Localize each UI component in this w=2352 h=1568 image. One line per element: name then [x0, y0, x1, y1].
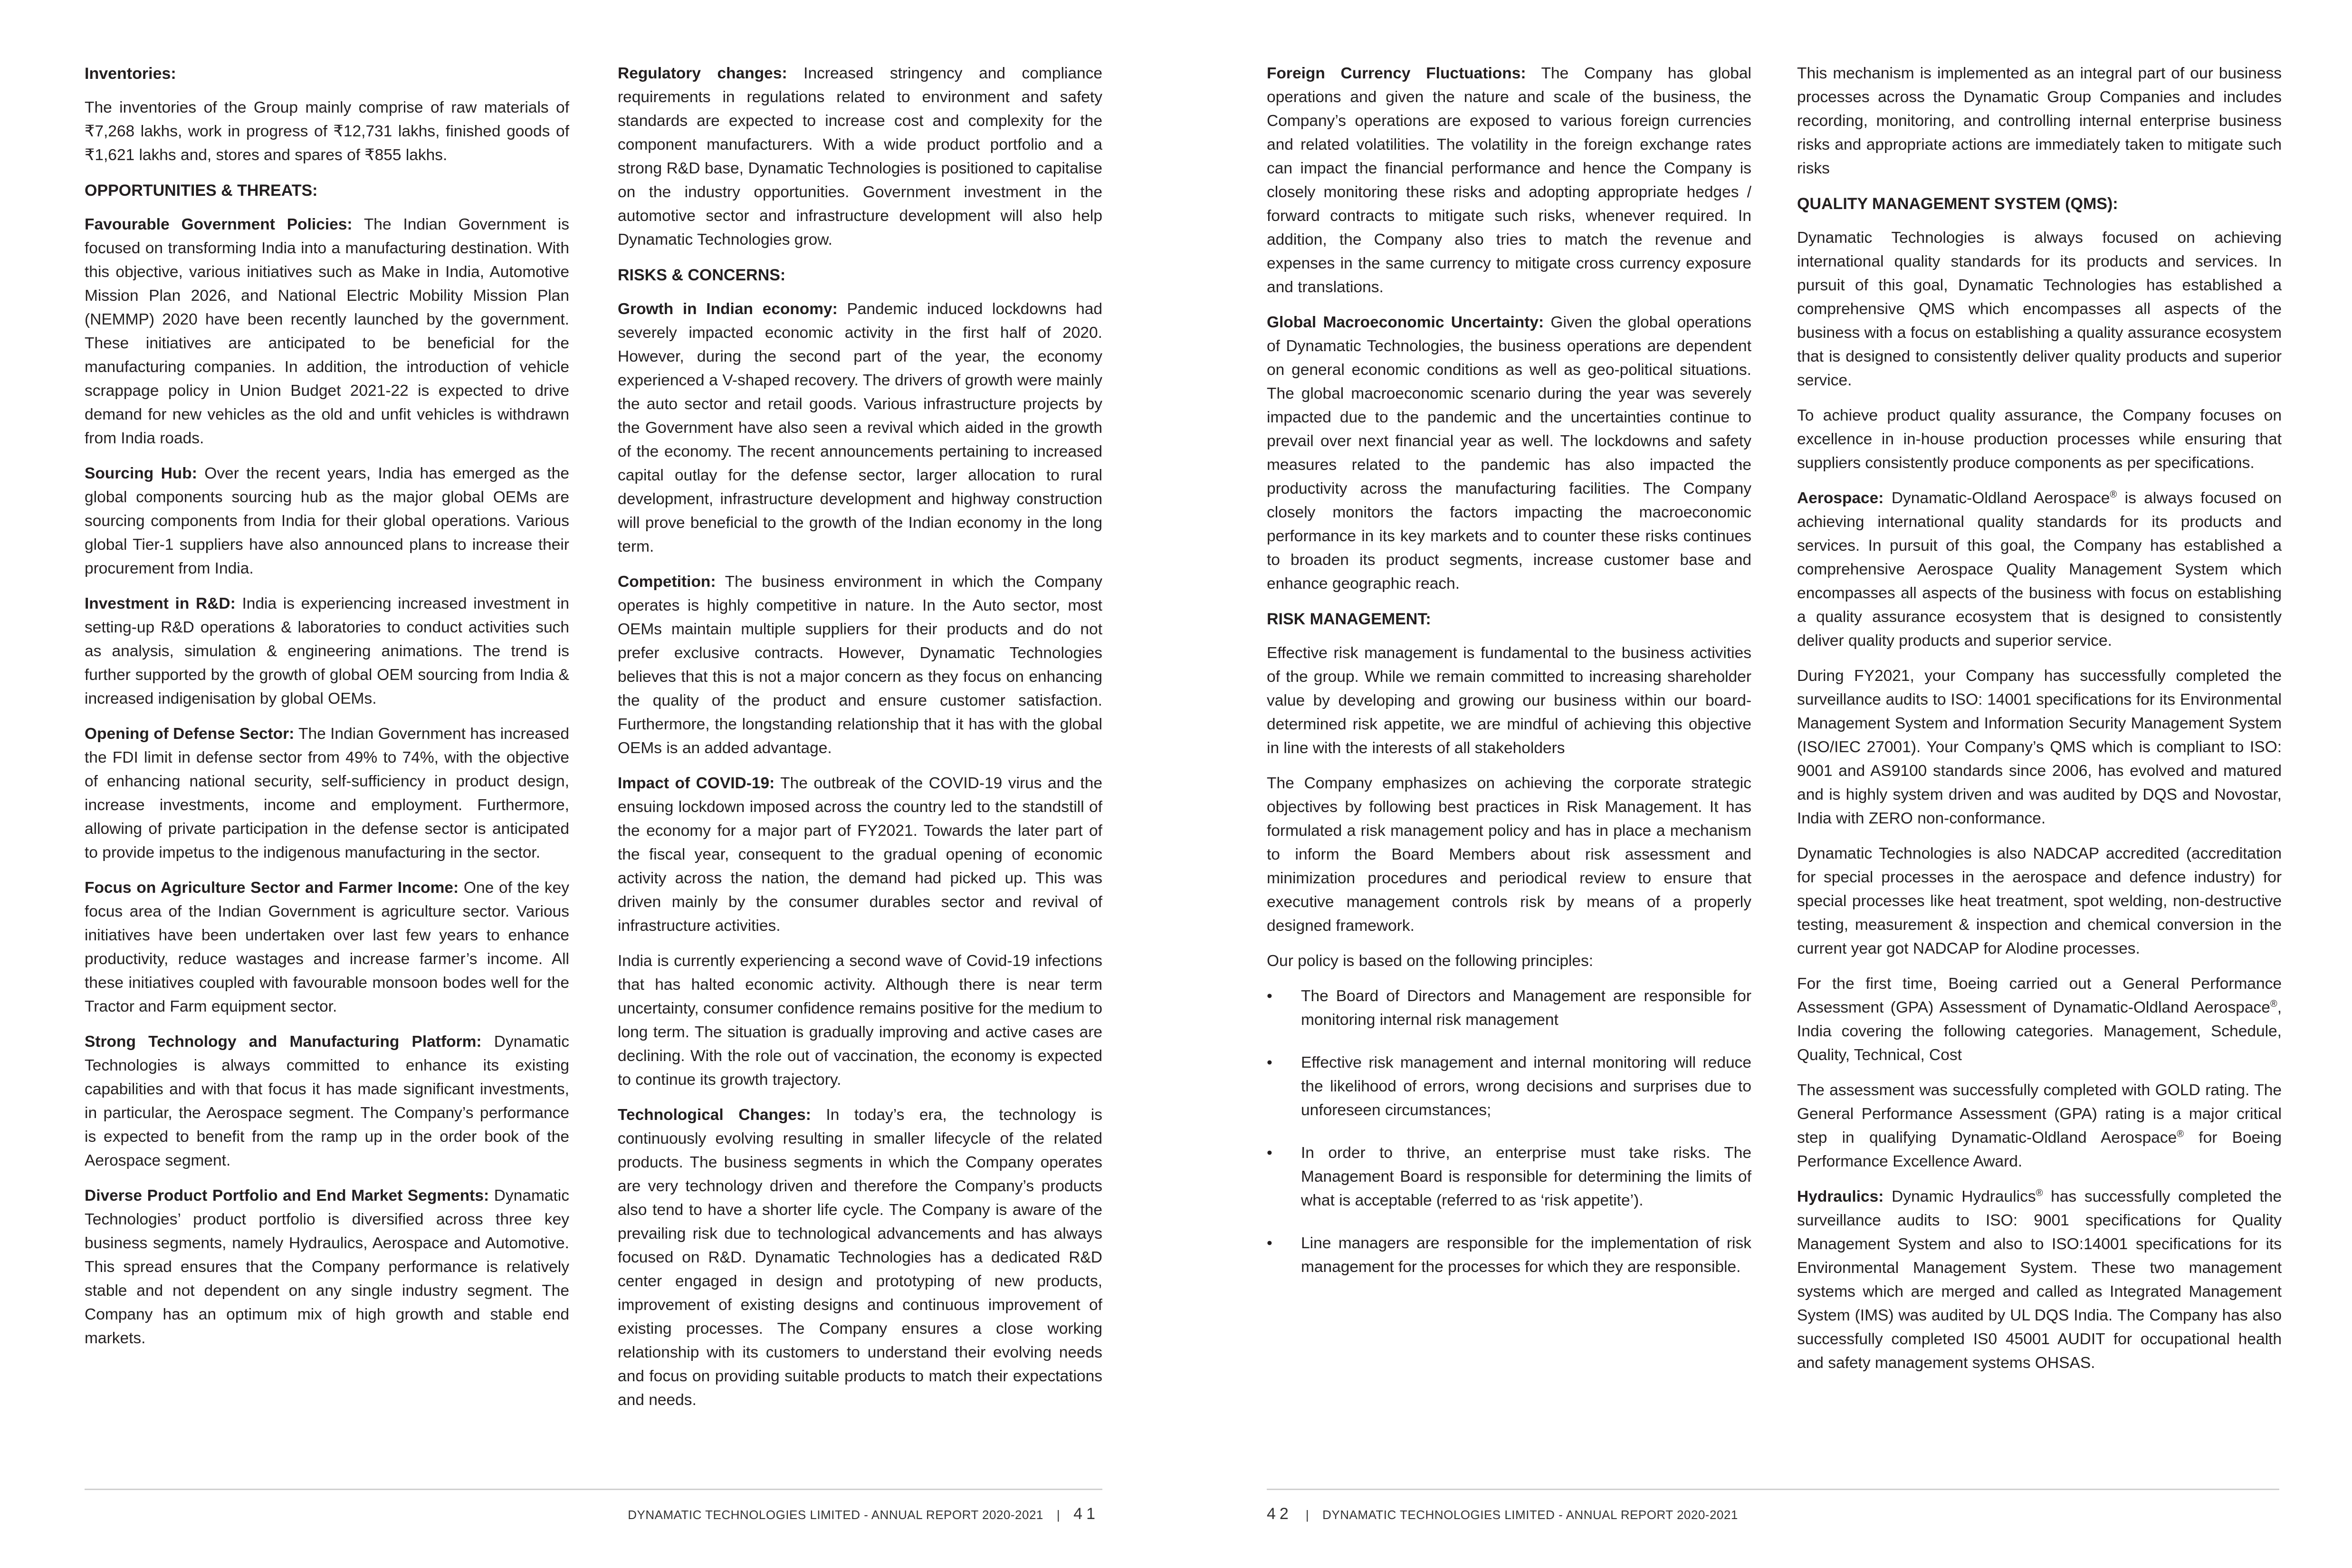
sourcing-hub-paragraph: Sourcing Hub: Over the recent years, India has emerged as the global components sourcing hub as the major global OEMs are sourcing components from India for their global operations. Various global Tier-1 suppliers have also announced plans to increase their procurement from India.: [85, 465, 569, 577]
mechanism-paragraph: This mechanism is implemented as an integral part of our business processes across the Dynamatic Group Companies and includes recording, monitoring, and controlling internal enterprise business risks and appropriate actions are immediately taken to mitigate such risks: [1797, 65, 2282, 177]
footer-divider-left: [85, 1489, 1102, 1490]
list-item: • In order to thrive, an enterprise must take risks. The Management Board is responsible for determining the limits of what is acceptable (referred to as ‘risk appetite’).: [1267, 1141, 1751, 1213]
left-page-column-2: [618, 62, 1102, 1424]
footer-right: [1267, 1504, 1738, 1524]
risk-management-heading: RISK MANAGEMENT:: [1267, 610, 1431, 628]
footer-divider-right: [1267, 1489, 2279, 1490]
page-number: 42: [1267, 1505, 1292, 1523]
list-item: • The Board of Directors and Management are responsible for monitoring internal risk management: [1267, 985, 1751, 1032]
nadcap-paragraph: Dynamatic Technologies is also NADCAP accredited (accreditation for special processes in the aerospace and defence industry) for special processes like heat treatment, spot welding, non-destructive testing, measurement & inspection and chemical conversion in the current year got NADCAP for Alodine processes.: [1797, 845, 2282, 957]
right-page-column-1: [1267, 62, 1751, 1298]
list-item: • Effective risk management and internal monitoring will reduce the likelihood of errors, wrong decisions and surprises due to unforeseen circumstances;: [1267, 1051, 1751, 1122]
government-policies-paragraph: Favourable Government Policies: The Indian Government is focused on transforming India into a manufacturing destination. With this objective, various initiatives such as Make in India, Automotive Mission Plan 2026, and National Electric Mobility Mission Plan (NEMMP) 2020 have been recently launched by the government. These initiatives are anticipated to be beneficial for the manufacturing companies. In addition, the introduction of vehicle scrappage policy in Union Budget 2021-22 is expected to drive demand for new vehicles as the old and unfit vehicles is withdrawn from India roads.: [85, 216, 569, 447]
risk-management-paragraph-1: Effective risk management is fundamental to the business activities of the group. While we remain committed to increasing shareholder value by developing and growing our business within our board-determined risk appetite, we are mindful of achieving this objective in line with the interests of all stakeholders: [1267, 644, 1751, 757]
inventories-paragraph: The inventories of the Group mainly comprise of raw materials of ₹7,268 lakhs, work in progress of ₹12,731 lakhs, finished goods of ₹1,621 lakhs and, stores and spares of ₹855 lakhs.: [85, 99, 569, 164]
product-portfolio-paragraph: Diverse Product Portfolio and End Market Segments: Dynamatic Technologies’ product portfolio is diversified across three key business segments, namely Hydraulics, Aerospace and Automotive. This spread ensures that the Company performance is relatively stable and not dependent on any single industry segment. The Company has an optimum mix of high growth and stable end markets.: [85, 1187, 569, 1347]
technology-platform-paragraph: Strong Technology and Manufacturing Platform: Dynamatic Technologies is always committed to enhance its existing capabilities and with that focus it has made significant investments, in particular, the Aerospace segment. The Company’s performance is expected to benefit from the ramp up in the order book of the Aerospace segment.: [85, 1033, 569, 1169]
technological-changes-paragraph: Technological Changes: In today’s era, the technology is continuously evolving resulting in smaller lifecycle of the related products. The business segments in which the Company operates are very technology driven and therefore the Company’s products also tend to have a shorter life cycle. The Company is aware of the prevailing risk due to technological advancements and has always focused on R&D. Dynamatic Technologies has a dedicated R&D center engaged in design and prototyping of new products, improvement of existing designs and continuous improvement of existing processes. The Company ensures a close working relationship with its customers to understand their evolving needs and focus on providing suitable products to match their expectations and needs.: [618, 1106, 1102, 1409]
defense-sector-paragraph: Opening of Defense Sector: The Indian Government has increased the FDI limit in defense sector from 49% to 74%, with the objective of enhancing national security, self-sufficiency in product design, increase investments, income and employment. Furthermore, allowing of private participation in the defense sector is anticipated to provide impetus to the indigenous manufacturing in the sector.: [85, 725, 569, 861]
footer-left: [628, 1504, 1099, 1524]
qms-paragraph-2: To achieve product quality assurance, the Company focuses on excellence in in-house production processes while ensuring that suppliers consistently produce components as per specifications.: [1797, 407, 2282, 472]
boeing-assessment-paragraph: For the first time, Boeing carried out a General Performance Assessment (GPA) Assessment of Dynamatic-Oldland Aerospace®, India covering the following categories. Management, Schedule, Quality, Technical, Cost: [1797, 975, 2282, 1064]
left-page-column-1: [85, 62, 569, 1362]
footer-separator: |: [1056, 1508, 1061, 1522]
foreign-currency-paragraph: Foreign Currency Fluctuations: The Company has global operations and given the nature and scale of the business, the Company’s operations are exposed to various foreign currencies and related volatilities. The volatility in the foreign exchange rates can impact the financial performance and hence the Company is closely monitoring these risks and adopting appropriate hedges / forward contracts to mitigate such risks, whenever required. In addition, the Company also tries to match the revenue and expenses in the same currency to mitigate cross currency exposure and translations.: [1267, 65, 1751, 296]
policy-intro: Our policy is based on the following principles:: [1267, 952, 1594, 970]
risk-management-paragraph-2: The Company emphasizes on achieving the corporate strategic objectives by following best practices in Risk Management. It has formulated a risk management policy and has in place a mechanism to inform the Board Members about risk assessment and minimization procedures and periodical review to ensure that executive management controls risk by means of a properly designed framework.: [1267, 774, 1751, 935]
regulatory-changes-paragraph: Regulatory changes: Increased stringency and compliance requirements in regulations related to environment and safety standards are expected to increase cost and complexity for the component manufacturers. With a wide product portfolio and a strong R&D base, Dynamatic Technologies is positioned to capitalise on the industry opportunities. Government investment in the automotive sector and infrastructure development will also help Dynamatic Technologies grow.: [618, 65, 1102, 249]
qms-paragraph-1: Dynamatic Technologies is always focused on achieving international quality standards for its products and services. In pursuit of this goal, Dynamatic Technologies has established a comprehensive QMS which encompasses all aspects of the business with a focus on establishing a quality assurance ecosystem that is designed to consistently deliver quality products and superior service.: [1797, 229, 2282, 389]
second-wave-paragraph: India is currently experiencing a second wave of Covid-19 infections that has halted economic activity. Although there is near term uncertainty, consumer confidence remains positive for the medium to long term. The situation is gradually improving and active cases are declining. With the role out of vaccination, the economy is expected to continue its growth trajectory.: [618, 952, 1102, 1089]
footer-report-title: DYNAMATIC TECHNOLOGIES LIMITED - ANNUAL REPORT 2020-2021: [1322, 1508, 1738, 1522]
inventories-heading: Inventories:: [85, 65, 176, 83]
list-item: • Line managers are responsible for the implementation of risk management for the processes for which they are responsible.: [1267, 1232, 1751, 1279]
page-number: 41: [1073, 1505, 1099, 1523]
right-page-column-2: [1797, 62, 2282, 1386]
risks-concerns-heading: RISKS & CONCERNS:: [618, 266, 786, 284]
agriculture-paragraph: Focus on Agriculture Sector and Farmer Income: One of the key focus area of the Indian Government is agriculture sector. Various initiatives have been undertaken over last few years to enhance productivity, reduce wastages and increase farmer’s income. All these initiatives coupled with favourable monsoon bodes well for the Tractor and Farm equipment sector.: [85, 879, 569, 1015]
covid-impact-paragraph: Impact of COVID-19: The outbreak of the COVID-19 virus and the ensuing lockdown imposed across the country led to the standstill of the economy for a major part of FY2021. Towards the later part of the fiscal year, consequent to the gradual opening of economic activity across the nation, the demand had picked up. This was driven mainly by the consumer durables sector and revival of infrastructure activities.: [618, 774, 1102, 935]
aerospace-paragraph: Aerospace: Dynamatic-Oldland Aerospace® is always focused on achieving international quality standards for its products and services. In pursuit of this goal, the Company has established a comprehensive Aerospace Quality Management System which encompasses all aspects of the business with focus on establishing a quality assurance ecosystem that is designed to consistently deliver quality products and superior service.: [1797, 489, 2282, 650]
macroeconomic-uncertainty-paragraph: Global Macroeconomic Uncertainty: Given the global operations of Dynamatic Technologies, the business operations are dependent on general economic conditions as well as geo-political situations. The global macroeconomic scenario during the year was severely impacted due to the pandemic and the uncertainties continue to prevail over next financial year as well. The lockdowns and safety measures related to the pandemic has also impacted the productivity across the manufacturing facilities. The Company closely monitors the factors impacting the macroeconomic performance in its key markets and to counter these risks continues to broaden its product segments, increase customer base and enhance geographic reach.: [1267, 314, 1751, 593]
indian-economy-paragraph: Growth in Indian economy: Pandemic induced lockdowns had severely impacted economic activity in the first half of 2020. However, during the second part of the year, the economy experienced a V-shaped recovery. The drivers of growth were mainly the auto sector and retail goods. Various infrastructure projects by the Government have also seen a revival which aided in the growth of the economy. The recent announcements pertaining to increased capital outlay for the defense sector, larger allocation to rural development, infrastructure development and highway construction will prove beneficial to the growth of the Indian economy in the long term.: [618, 300, 1102, 555]
footer-report-title: DYNAMATIC TECHNOLOGIES LIMITED - ANNUAL REPORT 2020-2021: [628, 1508, 1043, 1522]
hydraulics-paragraph: Hydraulics: Dynamic Hydraulics® has successfully completed the surveillance audits to ISO: 9001 specifications for Quality Management System and also to ISO:14001 specifications for its Environmental Management System. These two management systems which are merged and called as Integrated Management System (IMS) was audited by UL DQS India. The Company has also successfully completed IS0 45001 AUDIT for occupational health and safety management systems OHSAS.: [1797, 1187, 2282, 1372]
investment-rd-paragraph: Investment in R&D: India is experiencing increased investment in setting-up R&D operations & laboratories to conduct activities such as analysis, simulation & engineering animations. The trend is further supported by the growth of global OEM sourcing from India & increased indigenisation by global OEMs.: [85, 595, 569, 708]
opportunities-threats-heading: OPPORTUNITIES & THREATS:: [85, 182, 318, 200]
qms-heading: QUALITY MANAGEMENT SYSTEM (QMS):: [1797, 195, 2118, 213]
footer-separator: |: [1305, 1508, 1310, 1522]
fy2021-audit-paragraph: During FY2021, your Company has successfully completed the surveillance audits to ISO: 14001 specifications for its Environmental Management System and Information Security Management System (ISO/IEC 27001). Your Company’s QMS which is compliant to ISO: 9001 and AS9100 standards since 2006, has evolved and matured and is highly system driven and was audited by DQS and Novostar, India with ZERO non-conformance.: [1797, 667, 2282, 827]
gold-rating-paragraph: The assessment was successfully completed with GOLD rating. The General Performance Assessment (GPA) rating is a major critical step in qualifying Dynamatic-Oldland Aerospace® for Boeing Performance Excellence Award.: [1797, 1081, 2282, 1170]
policy-principles-list: [1267, 985, 1751, 1279]
competition-paragraph: Competition: The business environment in which the Company operates is highly competitive in nature. In the Auto sector, most OEMs maintain multiple suppliers for their products and do not prefer exclusive contracts. However, Dynamatic Technologies believes that this is not a major concern as they focus on enhancing the quality of the product and ensure customer satisfaction. Furthermore, the longstanding relationship that it has with the global OEMs is an added advantage.: [618, 573, 1102, 757]
